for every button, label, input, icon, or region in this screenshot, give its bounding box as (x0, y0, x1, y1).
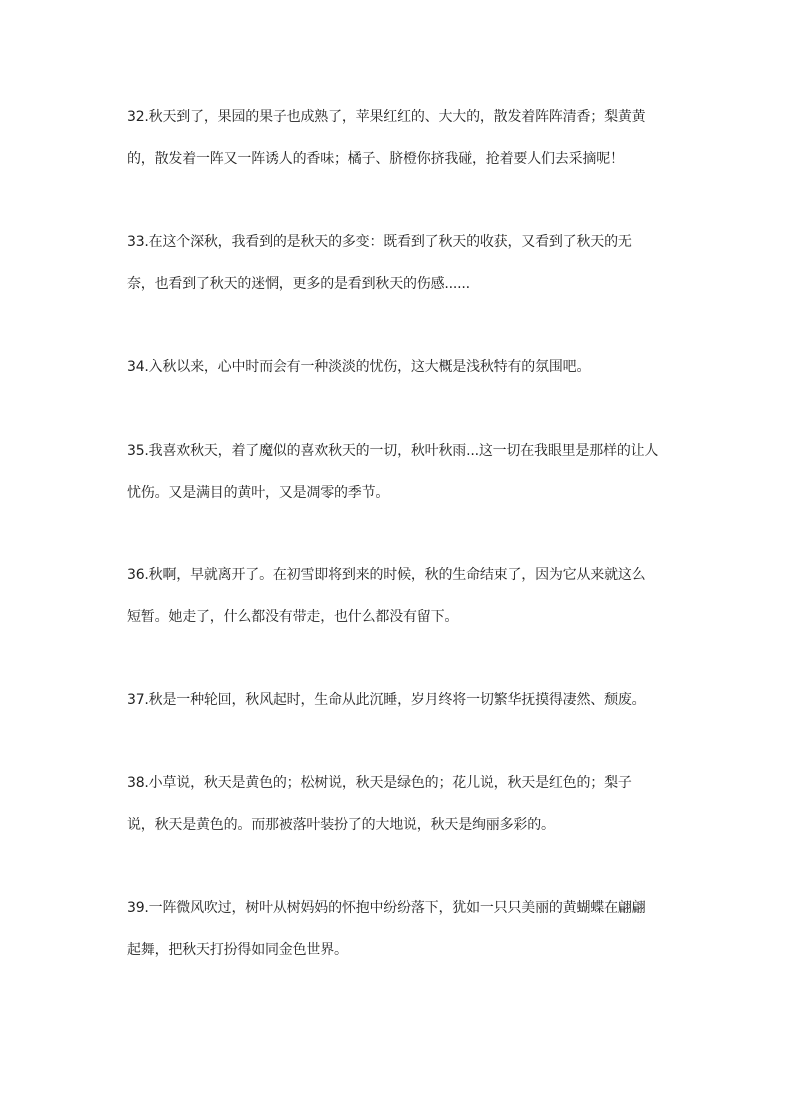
paragraph-33-line-2: 奈，也看到了秋天的迷惘，更多的是看到秋天的伤感...... (127, 276, 470, 292)
paragraph-35-line-2: 忧伤。又是满目的黄叶，又是凋零的季节。 (127, 485, 390, 501)
paragraph-39-line-2: 起舞，把秋天打扮得如同金色世界。 (127, 942, 348, 958)
paragraph-38-line-2: 说，秋天是黄色的。而那被落叶装扮了的大地说，秋天是绚丽多彩的。 (127, 817, 555, 833)
paragraph-32-line-1: 32.秋天到了，果园的果子也成熟了，苹果红红的、大大的，散发着阵阵清香；梨黄黄 (127, 109, 646, 125)
paragraph-34-line-1: 34.入秋以来，心中时而会有一种淡淡的忧伤，这大概是浅秋特有的氛围吧。 (127, 359, 591, 375)
paragraph-33-line-1: 33.在这个深秋，我看到的是秋天的多变：既看到了秋天的收获，又看到了秋天的无 (127, 234, 632, 250)
paragraph-38-line-1: 38.小草说，秋天是黄色的；松树说，秋天是绿色的；花儿说，秋天是红色的；梨子 (127, 775, 632, 791)
paragraph-36-line-2: 短暂。她走了，什么都没有带走，也什么都没有留下。 (127, 609, 459, 625)
paragraph-35-line-1: 35.我喜欢秋天，着了魔似的喜欢秋天的一切，秋叶秋雨...这一切在我眼里是那样的让人 (127, 443, 659, 459)
paragraph-32-line-2: 的，散发着一阵又一阵诱人的香味；橘子、脐橙你挤我碰，抢着要人们去采摘呢！ (127, 151, 624, 167)
paragraph-39-line-1: 39.一阵微风吹过，树叶从树妈妈的怀抱中纷纷落下，犹如一只只美丽的黄蝴蝶在翩翩 (127, 900, 646, 916)
paragraph-36-line-1: 36.秋啊，早就离开了。在初雪即将到来的时候，秋的生命结束了，因为它从来就这么 (127, 567, 646, 583)
paragraph-37-line-1: 37.秋是一种轮回，秋风起时，生命从此沉睡，岁月终将一切繁华抚摸得凄然、颓废。 (127, 692, 646, 708)
